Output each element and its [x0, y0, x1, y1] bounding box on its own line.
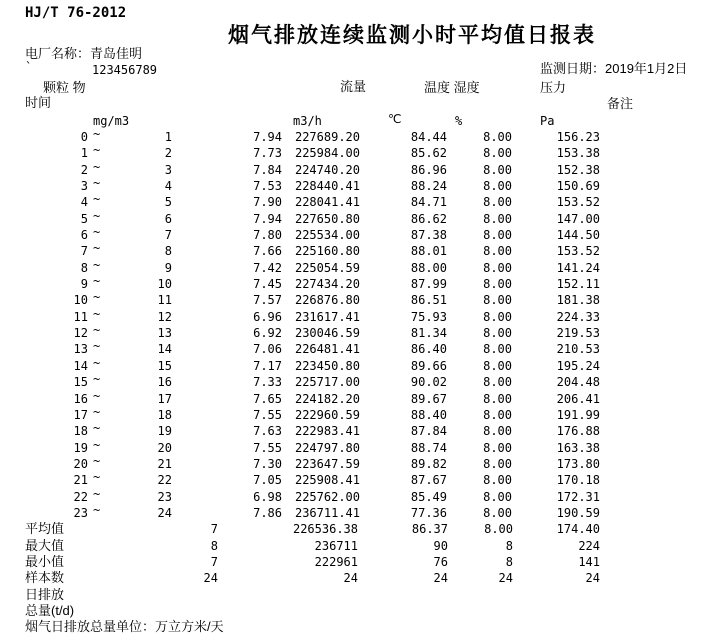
pm-value: 6.96 — [253, 309, 282, 324]
table-row — [0, 486, 713, 505]
hour-end: 22 — [157, 473, 172, 488]
tilde-separator: ~ — [93, 486, 101, 501]
pm-value: 7 — [210, 522, 218, 537]
humidity-value: 8.00 — [483, 130, 512, 144]
temp-value: 88.40 — [410, 407, 447, 422]
flow-value: 226876.80 — [294, 293, 360, 308]
table-row — [0, 159, 713, 178]
footer-row — [0, 587, 713, 603]
flow-value: 222961 — [314, 554, 358, 569]
hour-start: 20 — [73, 456, 88, 471]
hour-end: 7 — [164, 228, 172, 243]
column-header-pm: 颗粒 物 — [43, 80, 86, 95]
flow-value: 222983.41 — [294, 424, 360, 439]
hour-end: 17 — [157, 391, 172, 406]
humidity-value: 8 — [505, 554, 513, 569]
hour-start: 10 — [73, 293, 88, 308]
pm-value: 6.92 — [253, 326, 282, 341]
table-row — [0, 374, 713, 390]
temp-value: 84.44 — [410, 130, 447, 144]
table-row — [0, 388, 713, 407]
pm-value: 7.73 — [253, 146, 282, 161]
pressure-value: 191.99 — [556, 407, 600, 422]
flow-value: 226481.41 — [294, 342, 360, 357]
data-table — [0, 129, 713, 636]
temp-value: 88.74 — [410, 440, 447, 455]
column-header-time: 时间 — [25, 95, 52, 110]
pm-value: 7.94 — [253, 130, 282, 144]
pressure-value: 141.24 — [556, 260, 600, 275]
pm-value: 7.17 — [253, 358, 282, 373]
flow-value: 227650.80 — [294, 211, 360, 226]
hour-end: 15 — [157, 358, 172, 373]
pressure-value: 224 — [578, 538, 600, 553]
hour-end: 23 — [157, 489, 172, 504]
pm-value: 7.84 — [253, 162, 282, 177]
humidity-value: 8.00 — [483, 146, 512, 161]
footer-label: 烟气日排放总量单位：万立方米/天 — [25, 619, 224, 635]
hour-start: 9 — [80, 277, 88, 292]
plant-name-label: 电厂名称：青岛佳明 — [25, 46, 143, 61]
monitor-date-label: 监测日期：2019年1月2日 — [540, 61, 688, 76]
tilde-separator: ~ — [93, 404, 101, 419]
pm-value: 7.30 — [253, 456, 282, 471]
summary-row — [0, 538, 713, 554]
humidity-value: 8.00 — [483, 228, 512, 243]
pm-value: 7.42 — [253, 260, 282, 275]
pressure-value: 174.40 — [556, 522, 600, 537]
flow-value: 228440.41 — [294, 179, 360, 194]
flow-value: 224740.20 — [294, 162, 360, 177]
pressure-value: 152.11 — [556, 277, 600, 292]
column-header-flow: 流量 — [340, 79, 367, 94]
tilde-separator: ~ — [93, 437, 101, 452]
summary-label: 最大值 — [25, 537, 65, 553]
tilde-separator: ~ — [93, 208, 101, 223]
hour-end: 11 — [157, 293, 172, 308]
pressure-value: 144.50 — [556, 228, 600, 243]
pressure-value: 181.38 — [556, 293, 600, 308]
table-row — [0, 276, 713, 292]
flow-value: 222960.59 — [294, 407, 360, 422]
hour-end: 21 — [157, 456, 172, 471]
flow-value: 225908.41 — [294, 473, 360, 488]
flow-value: 24 — [343, 571, 358, 586]
pressure-value: 163.38 — [556, 440, 600, 455]
pm-value: 7.80 — [253, 228, 282, 243]
temp-value: 84.71 — [410, 195, 447, 210]
hour-end: 5 — [164, 195, 172, 210]
hour-start: 8 — [80, 260, 88, 275]
pm-value: 7.63 — [253, 424, 282, 439]
flow-value: 224182.20 — [294, 391, 360, 406]
tilde-separator: ~ — [93, 372, 101, 387]
hour-end: 14 — [157, 342, 172, 357]
temp-value: 77.36 — [410, 505, 447, 520]
table-row — [0, 341, 713, 357]
flow-value: 223647.59 — [294, 456, 360, 471]
temp-value: 75.93 — [410, 309, 447, 324]
humidity-value: 8.00 — [483, 375, 512, 390]
pressure-value: 190.59 — [556, 505, 600, 520]
table-row — [0, 404, 713, 423]
humidity-value: 8.00 — [483, 473, 512, 488]
summary-label: 样本数 — [25, 570, 65, 586]
hour-start: 0 — [80, 130, 88, 144]
table-row — [0, 129, 713, 145]
flow-value: 225762.00 — [294, 489, 360, 504]
tilde-separator: ~ — [93, 225, 101, 240]
pm-value: 7.66 — [253, 244, 282, 259]
tilde-separator: ~ — [93, 306, 101, 321]
hour-start: 22 — [73, 489, 88, 504]
pressure-value: 172.31 — [556, 489, 600, 504]
humidity-value: 8.00 — [483, 309, 512, 324]
unit-humidity: % — [455, 114, 463, 128]
pm-value: 7.65 — [253, 391, 282, 406]
flow-value: 236711 — [314, 538, 358, 553]
table-row — [0, 145, 713, 161]
hour-start: 11 — [73, 309, 88, 324]
pressure-value: 195.24 — [556, 358, 600, 373]
tilde-separator: ~ — [93, 421, 101, 436]
summary-row — [0, 521, 713, 537]
pm-value: 7.53 — [253, 179, 282, 194]
temp-value: 87.84 — [410, 424, 447, 439]
humidity-value: 8.00 — [483, 505, 512, 520]
pm-value: 7.45 — [253, 277, 282, 292]
flow-value: 236711.41 — [294, 505, 360, 520]
pressure-value: 224.33 — [556, 309, 600, 324]
tilde-separator: ~ — [93, 355, 101, 370]
tilde-separator: ~ — [93, 192, 101, 207]
temp-value: 90.02 — [410, 375, 447, 390]
table-row — [0, 355, 713, 374]
pressure-value: 204.48 — [556, 375, 600, 390]
tilde-separator: ~ — [93, 388, 101, 403]
pm-value: 7.90 — [253, 195, 282, 210]
flow-value: 227689.20 — [294, 130, 360, 144]
plant-code: 123456789 — [92, 63, 158, 77]
table-row — [0, 194, 713, 210]
table-row — [0, 292, 713, 308]
flow-value: 226536.38 — [292, 522, 358, 537]
pressure-value: 147.00 — [556, 211, 600, 226]
hour-start: 1 — [80, 146, 88, 161]
tilde-separator: ~ — [93, 127, 101, 141]
hour-start: 16 — [73, 391, 88, 406]
hour-end: 4 — [164, 179, 172, 194]
flow-value: 225054.59 — [294, 260, 360, 275]
tilde-separator: ~ — [93, 159, 101, 174]
temp-value: 88.24 — [410, 179, 447, 194]
flow-value: 228041.41 — [294, 195, 360, 210]
temp-value: 85.62 — [410, 146, 447, 161]
pressure-value: 219.53 — [556, 326, 600, 341]
hour-start: 21 — [73, 473, 88, 488]
pm-value: 7.94 — [253, 211, 282, 226]
summary-label: 平均值 — [25, 521, 65, 537]
hour-end: 13 — [157, 326, 172, 341]
pressure-value: 170.18 — [556, 473, 600, 488]
pm-value: 7.05 — [253, 473, 282, 488]
unit-flow: m3/h — [293, 114, 322, 128]
temp-value: 24 — [433, 571, 448, 586]
flow-value: 225984.00 — [294, 146, 360, 161]
pm-value: 7.33 — [253, 375, 282, 390]
table-row — [0, 227, 713, 243]
temp-value: 89.82 — [410, 456, 447, 471]
pressure-value: 153.38 — [556, 146, 600, 161]
pm-value: 6.98 — [253, 489, 282, 504]
pressure-value: 206.41 — [556, 391, 600, 406]
hour-start: 15 — [73, 375, 88, 390]
humidity-value: 8.00 — [483, 195, 512, 210]
pm-value: 7.86 — [253, 505, 282, 520]
unit-temp: ℃ — [388, 112, 402, 126]
standard-number: HJ/T 76-2012 — [25, 5, 127, 21]
hour-start: 18 — [73, 424, 88, 439]
hour-start: 17 — [73, 407, 88, 422]
tilde-separator: ~ — [93, 176, 101, 191]
pressure-value: 153.52 — [556, 195, 600, 210]
tilde-separator: ~ — [93, 274, 101, 289]
report-title: 烟气排放连续监测小时平均值日报表 — [228, 24, 596, 47]
table-row — [0, 257, 713, 276]
humidity-value: 8.00 — [483, 244, 512, 259]
hour-start: 19 — [73, 440, 88, 455]
code-mark: ` — [25, 60, 33, 74]
temp-value: 89.66 — [410, 358, 447, 373]
pm-value: 7.57 — [253, 293, 282, 308]
temp-value: 76 — [433, 554, 448, 569]
hour-end: 2 — [164, 146, 172, 161]
column-header-pressure: 压力 — [540, 80, 567, 95]
temp-value: 85.49 — [410, 489, 447, 504]
hour-end: 6 — [164, 211, 172, 226]
pm-value: 7 — [210, 554, 218, 569]
humidity-value: 24 — [498, 571, 513, 586]
table-row — [0, 306, 713, 325]
table-row — [0, 325, 713, 341]
hour-end: 19 — [157, 424, 172, 439]
humidity-value: 8.00 — [483, 424, 512, 439]
flow-value: 225717.00 — [294, 375, 360, 390]
temp-value: 90 — [433, 538, 448, 553]
hour-start: 12 — [73, 326, 88, 341]
flow-value: 224797.80 — [294, 440, 360, 455]
temp-value: 86.37 — [411, 522, 448, 537]
pressure-value: 176.88 — [556, 424, 600, 439]
temp-value: 86.96 — [410, 162, 447, 177]
footer-label: 总量(t/d) — [25, 602, 75, 618]
humidity-value: 8.00 — [484, 522, 513, 537]
pm-value: 7.55 — [253, 440, 282, 455]
hour-end: 20 — [157, 440, 172, 455]
tilde-separator: ~ — [93, 241, 101, 256]
pressure-value: 150.69 — [556, 179, 600, 194]
hour-start: 23 — [73, 505, 88, 520]
humidity-value: 8.00 — [483, 277, 512, 292]
hour-end: 12 — [157, 309, 172, 324]
summary-label: 最小值 — [25, 553, 65, 569]
table-row — [0, 472, 713, 488]
hour-end: 24 — [157, 505, 172, 520]
humidity-value: 8.00 — [483, 456, 512, 471]
unit-pm: mg/m3 — [93, 114, 130, 128]
humidity-value: 8.00 — [483, 440, 512, 455]
column-header-temp-humidity: 温度 湿度 — [424, 80, 480, 95]
tilde-separator: ~ — [93, 502, 101, 517]
hour-end: 16 — [157, 375, 172, 390]
humidity-value: 8.00 — [483, 342, 512, 357]
temp-value: 87.99 — [410, 277, 447, 292]
tilde-separator: ~ — [93, 143, 101, 158]
pressure-value: 24 — [585, 571, 600, 586]
humidity-value: 8.00 — [483, 391, 512, 406]
hour-start: 7 — [80, 244, 88, 259]
flow-value: 225160.80 — [294, 244, 360, 259]
flow-value: 223450.80 — [294, 358, 360, 373]
hour-start: 14 — [73, 358, 88, 373]
footer-row — [0, 619, 713, 635]
hour-start: 13 — [73, 342, 88, 357]
temp-value: 87.67 — [410, 473, 447, 488]
footer-label: 日排放 — [25, 586, 65, 602]
table-row — [0, 453, 713, 472]
humidity-value: 8.00 — [483, 162, 512, 177]
flow-value: 230046.59 — [294, 326, 360, 341]
temp-value: 86.62 — [410, 211, 447, 226]
pm-value: 7.06 — [253, 342, 282, 357]
hour-end: 3 — [164, 162, 172, 177]
temp-value: 81.34 — [410, 326, 447, 341]
hour-end: 8 — [164, 244, 172, 259]
humidity-value: 8.00 — [483, 489, 512, 504]
humidity-value: 8.00 — [483, 293, 512, 308]
table-row — [0, 243, 713, 259]
humidity-value: 8.00 — [483, 179, 512, 194]
temp-value: 89.67 — [410, 391, 447, 406]
pressure-value: 156.23 — [556, 130, 600, 144]
tilde-separator: ~ — [93, 339, 101, 354]
temp-value: 86.40 — [410, 342, 447, 357]
summary-row — [0, 570, 713, 586]
tilde-separator: ~ — [93, 453, 101, 468]
flow-value: 227434.20 — [294, 277, 360, 292]
hour-end: 1 — [164, 130, 172, 144]
pm-value: 7.55 — [253, 407, 282, 422]
humidity-value: 8.00 — [483, 211, 512, 226]
table-row — [0, 208, 713, 227]
hour-start: 4 — [80, 195, 88, 210]
pm-value: 24 — [203, 571, 218, 586]
temp-value: 88.00 — [410, 260, 447, 275]
table-row — [0, 502, 713, 521]
humidity-value: 8.00 — [483, 260, 512, 275]
hour-start: 5 — [80, 211, 88, 226]
summary-row — [0, 554, 713, 570]
tilde-separator: ~ — [93, 257, 101, 272]
hour-start: 6 — [80, 228, 88, 243]
hour-start: 3 — [80, 179, 88, 194]
pressure-value: 153.52 — [556, 244, 600, 259]
pressure-value: 152.38 — [556, 162, 600, 177]
tilde-separator: ~ — [93, 470, 101, 485]
humidity-value: 8.00 — [483, 326, 512, 341]
tilde-separator: ~ — [93, 323, 101, 338]
table-row — [0, 437, 713, 456]
hour-end: 9 — [164, 260, 172, 275]
pressure-value: 141 — [578, 554, 600, 569]
unit-pressure: Pa — [540, 114, 555, 128]
flow-value: 225534.00 — [294, 228, 360, 243]
table-row — [0, 178, 713, 194]
flow-value: 231617.41 — [294, 309, 360, 324]
footer-row — [0, 603, 713, 619]
pressure-value: 210.53 — [556, 342, 600, 357]
table-row — [0, 423, 713, 439]
pressure-value: 173.80 — [556, 456, 600, 471]
hour-start: 2 — [80, 162, 88, 177]
humidity-value: 8.00 — [483, 407, 512, 422]
column-header-remark: 备注 — [607, 96, 634, 111]
temp-value: 86.51 — [410, 293, 447, 308]
tilde-separator: ~ — [93, 290, 101, 305]
pm-value: 8 — [210, 538, 218, 553]
hour-end: 18 — [157, 407, 172, 422]
temp-value: 87.38 — [410, 228, 447, 243]
hour-end: 10 — [157, 277, 172, 292]
humidity-value: 8.00 — [483, 358, 512, 373]
temp-value: 88.01 — [410, 244, 447, 259]
humidity-value: 8 — [505, 538, 513, 553]
